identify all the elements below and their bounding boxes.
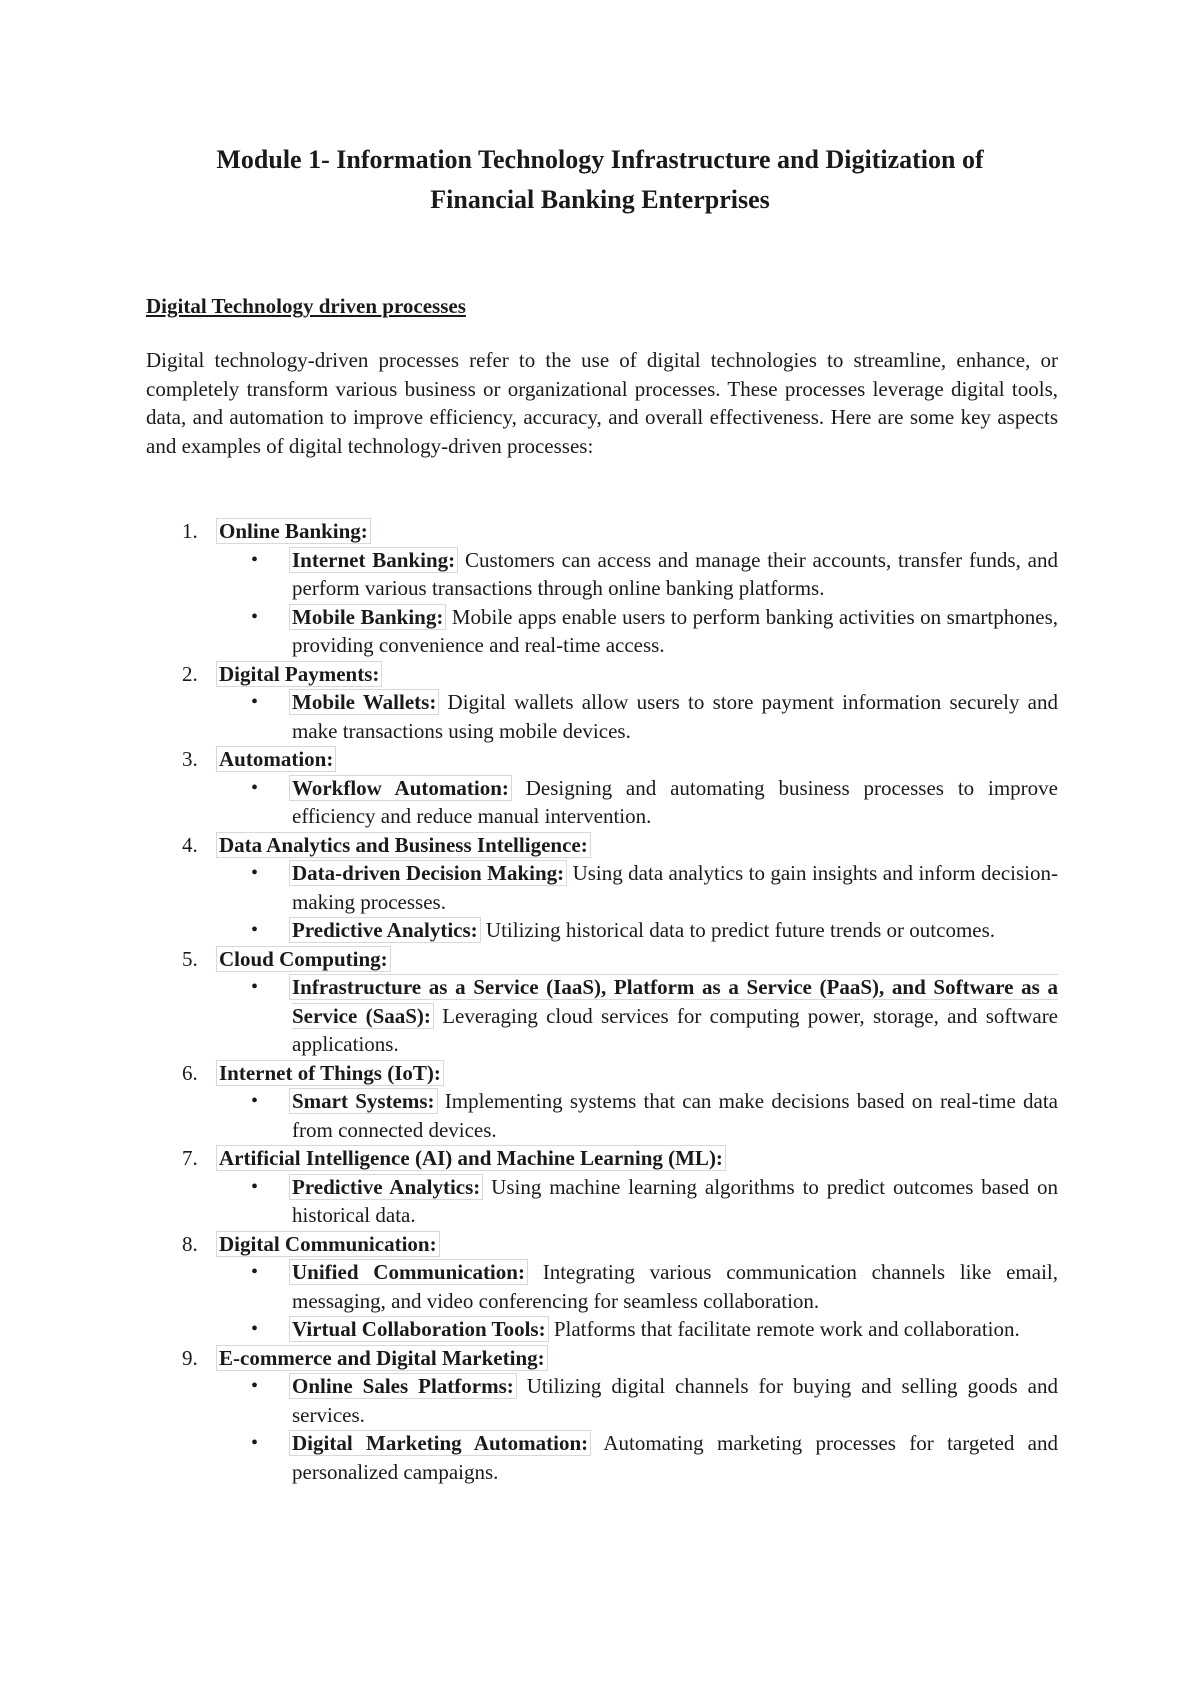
point-text: Platforms that facilitate remote work and collaboration. [548,1317,1020,1341]
bullet-icon: • [251,1318,259,1340]
topic-item [146,660,1058,746]
topic-points-list [219,859,1058,945]
point-label: Mobile Wallets: [289,689,439,715]
bullet-point [219,1315,1058,1344]
topic-title: Internet of Things (IoT): [216,1060,444,1086]
topic-item [146,1344,1058,1487]
topic-points-list [219,774,1058,831]
bullet-icon: • [251,976,259,998]
point-label: Predictive Analytics: [289,917,481,943]
point-text: Digital wallets allow users to store payment information securely and make transactions using mobile devices. [292,690,1059,743]
topic-number: 1. [182,519,198,543]
point-text: Utilizing digital channels for buying and selling goods and services. [292,1374,1058,1427]
topic-number: 5. [182,946,198,971]
bullet-point [219,688,1058,745]
bullet-icon: • [251,1090,259,1112]
bullet-point [219,1429,1058,1486]
topic-points-list [219,546,1058,660]
topic-title: Artificial Intelligence (AI) and Machine Learning (ML): [216,1145,726,1171]
bullet-icon: • [251,605,259,628]
bullet-icon: • [251,1375,259,1397]
point-text: Leveraging cloud services for computing power, storage, and software applications. [292,1003,1059,1056]
bullet-point [219,1258,1058,1315]
title-line-1: Module 1- Information Technology Infrastructure and Digitization of [216,145,984,174]
topic-title: E-commerce and Digital Marketing: [216,1345,548,1371]
bullet-icon: • [251,776,259,799]
topic-title: Data Analytics and Business Intelligence: [216,832,591,858]
point-text: Mobile apps enable users to perform banking activities on smartphones, providing convenience and real-time access. [292,604,1058,657]
bullet-icon: • [251,1175,259,1198]
bullet-point [219,1372,1058,1429]
topic-points-list [219,688,1058,745]
topic-number: 8. [182,1231,198,1256]
topic-title: Online Banking: [216,518,371,544]
point-text: Using data analytics to gain insights and inform decision-making processes. [292,861,1058,914]
topic-title: Digital Communication: [216,1231,440,1257]
topic-number: 6. [182,1060,198,1085]
topic-title: Automation: [216,746,336,772]
document-title [140,140,1060,220]
topic-number: 3. [182,747,198,771]
bullet-point [219,603,1058,660]
point-label: Digital Marketing Automation: [289,1430,591,1456]
point-label: Workflow Automation: [289,775,512,801]
point-text: Implementing systems that can make decisions based on real-time data from connected devices. [292,1089,1059,1142]
bullet-point [219,859,1058,916]
topic-title: Cloud Computing: [216,946,391,972]
topic-points-list [219,973,1058,1059]
topics-list [146,517,1058,1486]
topic-number: 7. [182,1146,198,1170]
topic-points-list [219,1173,1058,1230]
topic-points-list [219,1087,1058,1144]
bullet-icon: • [251,1432,259,1454]
topic-item [146,517,1058,660]
point-label: Smart Systems: [289,1088,438,1114]
bullet-point [219,973,1058,1059]
point-label: Data-driven Decision Making: [289,860,567,886]
point-text: Utilizing historical data to predict future trends or outcomes. [480,918,996,942]
topic-number: 9. [182,1345,198,1370]
title-line-2: Financial Banking Enterprises [430,185,770,214]
topic-item [146,945,1058,1059]
topic-points-list [219,1372,1058,1486]
point-label: Internet Banking: [289,547,458,573]
point-label: Infrastructure as a Service (IaaS), Platform as a Service (PaaS), and Software as a Service (SaaS): [289,974,1058,1029]
bullet-point [219,546,1058,603]
topic-number: 4. [182,832,198,857]
topic-item [146,831,1058,945]
intro-paragraph: Digital technology-driven processes refer to the use of digital technologies to streamline, enhance, or completely transform various business or organizational processes. These processes leverage digital tools, data, and automation to improve efficiency, accuracy, and overall effectiveness. Here are some key aspects and examples of digital technology-driven processes: [146,348,1058,458]
topic-item [146,1144,1058,1230]
topic-item [146,745,1058,831]
bullet-icon: • [251,919,259,941]
topic-number: 2. [182,661,198,686]
point-label: Online Sales Platforms: [289,1373,517,1399]
bullet-icon: • [251,862,259,884]
topic-title: Digital Payments: [216,661,382,687]
point-text: Using machine learning algorithms to predict outcomes based on historical data. [292,1174,1058,1227]
section-heading: Digital Technology driven processes [146,294,466,318]
topic-points-list [219,1258,1058,1344]
bullet-icon: • [251,548,259,571]
topic-item [146,1059,1058,1145]
point-label: Unified Communication: [289,1259,528,1285]
bullet-point [219,1087,1058,1144]
point-text: Customers can access and manage their accounts, transfer funds, and perform various transactions through online banking platforms. [292,547,1058,600]
bullet-icon: • [251,1261,259,1283]
bullet-point [219,916,1058,945]
point-label: Predictive Analytics: [289,1174,483,1200]
point-label: Virtual Collaboration Tools: [289,1316,549,1342]
bullet-point [219,774,1058,831]
topic-item [146,1230,1058,1344]
point-label: Mobile Banking: [289,604,446,630]
bullet-icon: • [251,691,259,713]
point-text: Automating marketing processes for targeted and personalized campaigns. [292,1431,1058,1484]
bullet-point [219,1173,1058,1230]
point-text: Integrating various communication channels like email, messaging, and video conferencing for seamless collaboration. [292,1260,1058,1313]
point-text: Designing and automating business processes to improve efficiency and reduce manual intervention. [292,775,1058,828]
